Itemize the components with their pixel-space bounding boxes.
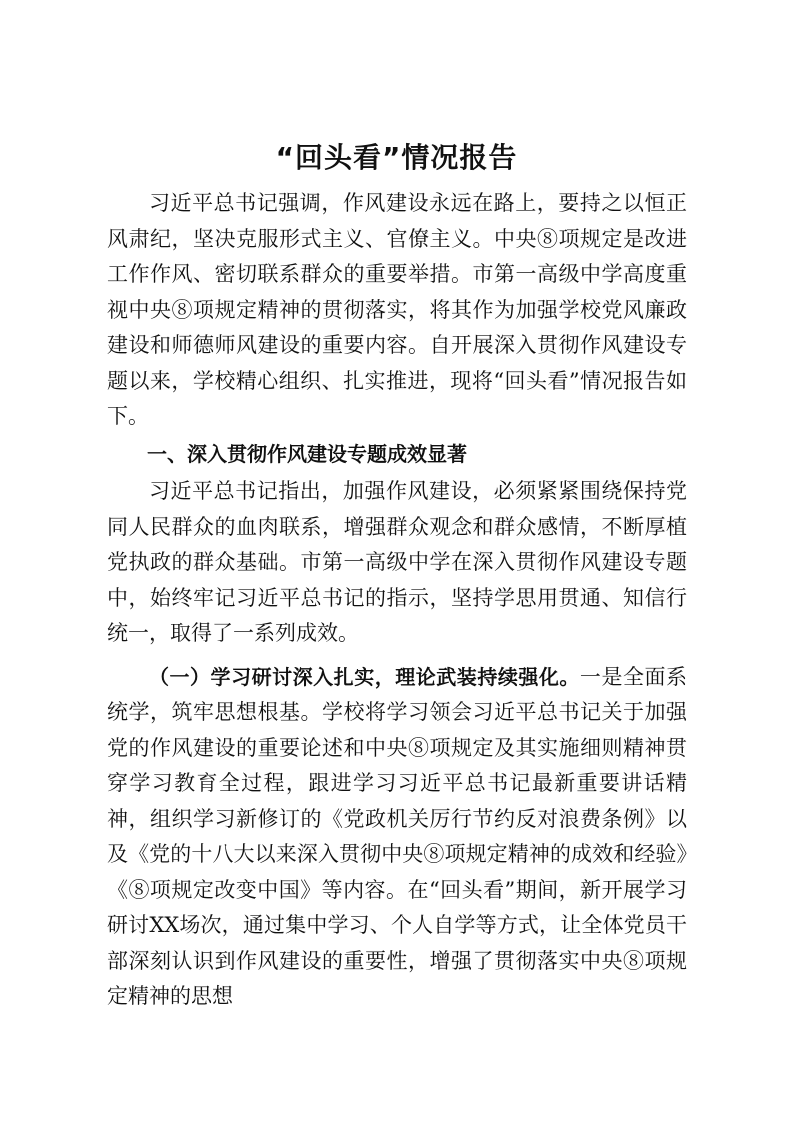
subsection-1-paragraph xyxy=(107,660,687,1015)
document-title: “回头看”情况报告 xyxy=(275,141,518,174)
subsection-1-text: 一是全面系统学，筑牢思想根基。学校将学习领会习近平总书记关于加强党的作风建设的重要论述和中央⑧项规定及其实施细则精神贯穿学习教育全过程，跟进学习习近平总书记最新重要讲话精神，组织学习新修订的《党政机关厉行节约反对浪费条例》以及《党的十八大以来深入贯彻中央⑧项规定精神的成效和经验》《⑧项规定改变中国》等内容。在“回头看”期间，新开展学习研讨XX场次，通过集中学习、个人自学等方式，让全体党员干部深刻认识到作风建设的重要性，增强了贯彻落实中央⑧项规定精神的思想 xyxy=(107,664,688,1008)
subsection-1-heading: （一）学习研讨深入扎实，理论武装持续强化。 xyxy=(149,664,580,689)
section-1-paragraph: 习近平总书记指出，加强作风建设，必须紧紧围绕保持党同人民群众的血肉联系，增强群众观念和群众感情，不断厚植党执政的群众基础。市第一高级中学在深入贯彻作风建设专题中，始终牢记习近平总书记的指示，坚持学思用贯通、知信行统一，取得了一系列成效。 xyxy=(107,479,687,645)
section-heading-1: 一、深入贯彻作风建设专题成效显著 xyxy=(147,441,467,466)
intro-paragraph: 习近平总书记强调，作风建设永远在路上，要持之以恒正风肃纪，坚决克服形式主义、官僚主义。中央⑧项规定是改进工作作风、密切联系群众的重要举措。市第一高级中学高度重视中央⑧项规定精神的贯彻落实，将其作为加强学校党风廉政建设和师德师风建设的重要内容。自开展深入贯彻作风建设专题以来，学校精心组织、扎实推进，现将“回头看”情况报告如下。 xyxy=(107,191,687,428)
document-body xyxy=(107,186,687,1015)
